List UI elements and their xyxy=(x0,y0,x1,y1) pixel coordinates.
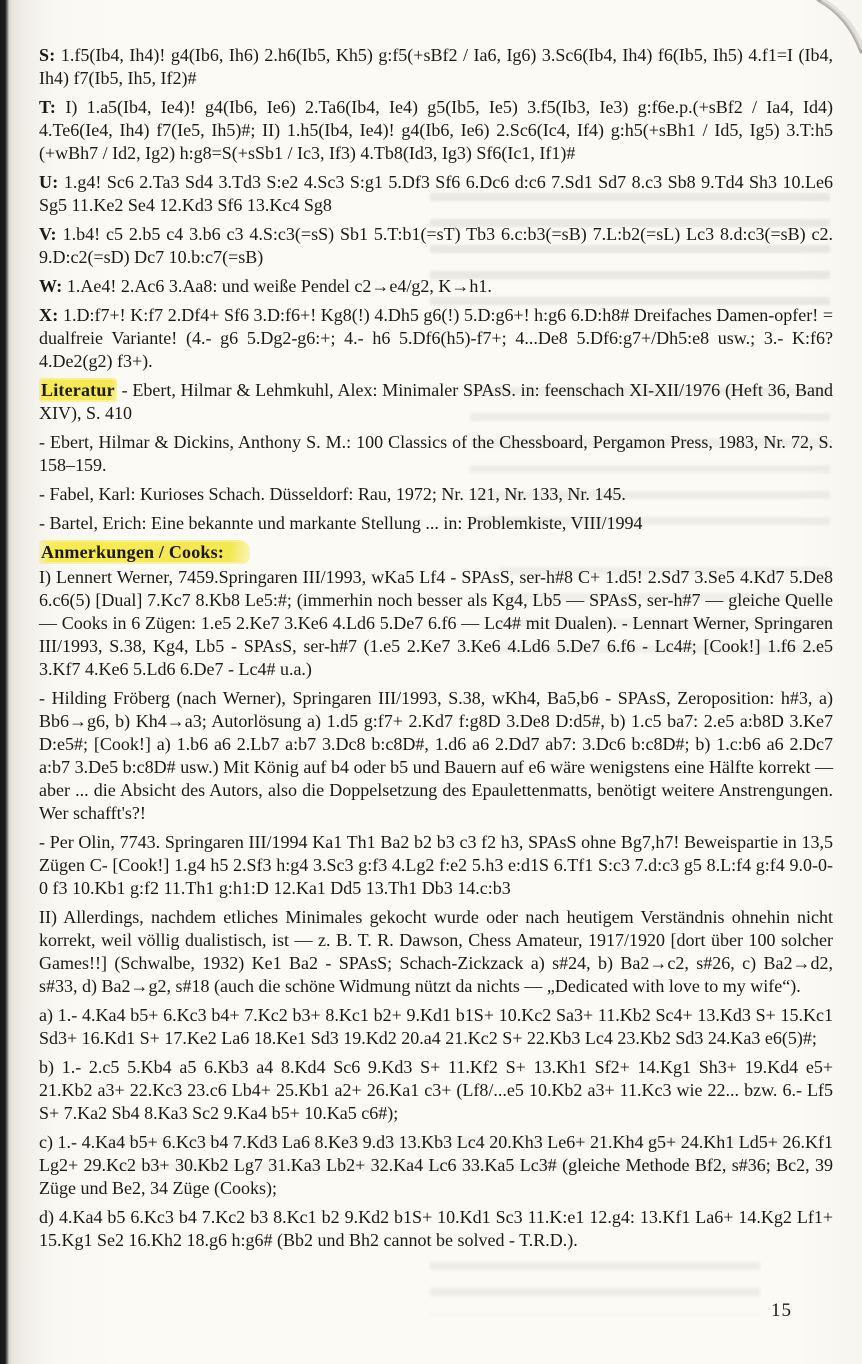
paragraph-text: 1.b4! c5 2.b5 c4 3.b6 c3 4.S:c3(=sS) Sb1 5.T:b1(=sT) Tb3 6.c:b3(=sB) 7.L:b2(=sL) Lc3 8.d:c3(=sB) c2. 9.D:c2(=sD) Dc7 10.b:c7(=sB) xyxy=(39,224,833,267)
page-text xyxy=(39,44,833,1258)
paragraph-text: - Per Olin, 7743. Springaren III/1994 Ka1 Th1 Ba2 b2 b3 c3 f2 h3, SPAsS ohne Bg7,h7! Beweispartie in 13,5 Zügen C- [Cook!] 1.g4 h5 2.Sf3 h:g4 3.Sc3 g:f3 4.Lg2 f:e2 5.h3 e:d1S 6.Tf1 S:c3 7.d:c3 g5 8.L:f4 g:f4 9.0-0-0 f3 10.Kb1 g:f2 11.Th1 g:h1:D 12.Ka1 Dd5 13.Th1 Db3 14.c:b3 xyxy=(39,832,833,898)
paragraph xyxy=(39,304,833,373)
paragraph-label: V: xyxy=(39,224,57,244)
paragraph-text: 1.f5(Ib4, Ih4)! g4(Ib6, Ih6) 2.h6(Ib5, Kh5) g:f5(+sBf2 / Ia6, Ig6) 3.Sc6(Ib4, Ih4) f6(Ib5, Ih5) 4.f1=I (Ib4, Ih4) f7(Ib5, Ih5, If2)# xyxy=(39,45,833,88)
paragraph-text: 1.Ae4! 2.Ac6 3.Aa8: und weiße Pendel c2→e4/g2, K→h1. xyxy=(62,276,492,296)
paragraph-text: - Fabel, Karl: Kurioses Schach. Düsseldorf: Rau, 1972; Nr. 121, Nr. 133, Nr. 145. xyxy=(39,484,626,504)
paragraph xyxy=(39,1004,833,1050)
paragraph xyxy=(39,379,833,425)
paragraph-text: - Ebert, Hilmar & Lehmkuhl, Alex: Minimaler SPAsS. in: feenschach XI-XII/1976 (Heft 36, Band XIV), S. 410 xyxy=(39,380,833,423)
page-number: 15 xyxy=(771,1300,792,1321)
paragraph xyxy=(39,906,833,998)
paragraph xyxy=(39,171,833,217)
paragraph xyxy=(39,483,833,506)
paragraph-text: c) 1.- 4.Ka4 b5+ 6.Kc3 b4 7.Kd3 La6 8.Ke3 9.d3 13.Kb3 Lc4 20.Kh3 Le6+ 21.Kh4 g5+ 24.Kh1 Ld5+ 26.Kf1 Lg2+ 29.Kc2 b3+ 30.Kb2 Lg7 31.Ka3 Lb2+ 32.Ka4 Lc6 33.Ka5 Lc3# (gleiche Methode Bf2, s#36; Bc2, 39 Züge und Be2, 34 Züge (Cooks); xyxy=(39,1132,833,1198)
paragraph xyxy=(39,831,833,900)
paragraph-label: T: xyxy=(39,97,57,117)
paragraph-text: d) 4.Ka4 b5 6.Kc3 b4 7.Kc2 b3 8.Kc1 b2 9.Kd2 b1S+ 10.Kd1 Sc3 11.K:e1 12.g4: 13.Kf1 La6+ 14.Kg2 Lf1+ 15.Kg1 Se2 16.Kh2 18.g6 h:g6# (Bb2 und Bh2 cannot be solved - T.R.D.). xyxy=(39,1207,833,1250)
paragraph xyxy=(39,1131,833,1200)
bleed-through-ghost xyxy=(430,1255,760,1315)
paragraph xyxy=(39,431,833,477)
paragraph-label: U: xyxy=(39,172,59,192)
paragraph-text: II) Allerdings, nachdem etliches Minimales gekocht wurde oder nach heutigem Verständnis ohnehin nicht korrekt, weil völlig dualistisch, ist — z. B. T. R. Dawson, Chess Amateur, 1917/1920 [dort über 100 solcher Games!!] (Schwalbe, 1932) Ke1 Ba2 - SPAsS; Schach-Zickzack a) s#24, b) Ba2→c2, s#26, c) Ba2→d2, s#33, d) Ba2→g2, s#18 (auch die schöne Widmung nützt da nichts — „Dedicated with love to my wife“). xyxy=(39,907,833,996)
paragraph xyxy=(39,44,833,90)
paragraph xyxy=(39,275,833,298)
paragraph-text: - Bartel, Erich: Eine bekannte und markante Stellung ... in: Problemkiste, VIII/1994 xyxy=(39,513,643,533)
paragraph-label: Anmerkungen / Cooks: xyxy=(39,542,250,562)
paragraph xyxy=(39,223,833,269)
paragraph xyxy=(39,541,833,564)
paragraph-label: X: xyxy=(39,305,59,325)
paragraph-label: Literatur xyxy=(41,380,115,400)
paragraph-text: 1.D:f7+! K:f7 2.Df4+ Sf6 3.D:f6+! Kg8(!) 4.Dh5 g6(!) 5.D:g6+! h:g6 6.D:h8# Dreifaches Damen-opfer! = dualfreie Variante! (4.- g6 5.Dg2-g6:+; 4.- h6 5.Df6(h5)-f7+; 4...De8 5.Df6:g7+/Dh5:e8 usw.; 3.- K:f6? 4.De2(g2) f3+). xyxy=(39,305,833,371)
paragraph xyxy=(39,687,833,825)
paragraph-text: b) 1.- 2.c5 5.Kb4 a5 6.Kb3 a4 8.Kd4 Sc6 9.Kd3 S+ 11.Kf2 S+ 13.Kh1 Sf2+ 14.Kg1 Sh3+ 19.Kd4 e5+ 21.Kb2 a3+ 22.Kc3 23.c6 Lb4+ 25.Kb1 a2+ 26.Ka1 c3+ (Lf8/...e5 10.Kb2 a3+ 11.Kc3 wie 22... bzw. 6.- Lf5 S+ 7.Ka2 Sb4 8.Ka3 Sc2 9.Ka4 b5+ 10.Ka5 c6#); xyxy=(39,1057,833,1123)
paragraph xyxy=(39,96,833,165)
paragraph-text: I) Lennert Werner, 7459.Springaren III/1993, wKa5 Lf4 - SPAsS, ser-h#8 C+ 1.d5! 2.Sd7 3.Se5 4.Kd7 5.De8 6.c6(5) [Dual] 7.Kc7 8.Kb8 Le5:#; (immerhin noch besser als Kg4, Lb5 — SPAsS, ser-h#7 — gleiche Quelle — Cooks in 6 Zügen: 1.e5 2.Ke7 3.Ke6 4.Ld6 5.De7 6.f6 — Lc4# mit Dualen). - Lennart Werner, Springaren III/1993, S.38, Kg4, Lb5 - SPAsS, ser-h#7 (1.e5 2.Ke7 3.Ke6 4.Ld6 5.De7 6.f6 - Lc4#; [Cook!] 1.f6 2.e5 3.Kf7 4.Ke6 5.Ld6 6.De7 - Lc4# u.a.) xyxy=(39,567,833,679)
paragraph-text: I) 1.a5(Ib4, Ie4)! g4(Ib6, Ie6) 2.Ta6(Ib4, Ie4) g5(Ib5, Ie5) 3.f5(Ib3, Ie3) g:f6e.p.(+sBf2 / Ia4, Id4) 4.Te6(Ie4, Ih4) f7(Ie5, Ih5)#; II) 1.h5(Ib4, Ie4)! g4(Ib6, Ie6) 2.Sc6(Ic4, If4) g:h5(+sBh1 / Id5, Ig5) 3.T:h5 (+wBh7 / Id2, Ig2) h:g8=S(+sSb1 / Ic3, If3) 4.Tb8(Id3, Ig3) Sf6(Ic1, If1)# xyxy=(39,97,833,163)
paragraph-text: a) 1.- 4.Ka4 b5+ 6.Kc3 b4+ 7.Kc2 b3+ 8.Kc1 b2+ 9.Kd1 b1S+ 10.Kc2 Sa3+ 11.Kb2 Sc4+ 13.Kd3 S+ 15.Kc1 Sd3+ 16.Kd1 S+ 17.Ke2 La6 18.Ke1 Sd3 19.Kd2 20.a4 21.Kc2 S+ 22.Kb3 Lc4 23.Kb2 Sd3 24.Ka3 e6(5)#; xyxy=(39,1005,833,1048)
paragraph xyxy=(39,566,833,681)
paragraph-label: S: xyxy=(39,45,56,65)
paragraph-label: W: xyxy=(39,276,63,296)
paragraph-text: - Ebert, Hilmar & Dickins, Anthony S. M.: 100 Classics of the Chessboard, Pergamon Press, 1983, Nr. 72, S. 158–159. xyxy=(39,432,833,475)
paragraph xyxy=(39,1056,833,1125)
paragraph xyxy=(39,1206,833,1252)
paragraph xyxy=(39,512,833,535)
scan-binding-edge xyxy=(0,0,12,1364)
paragraph-text: - Hilding Fröberg (nach Werner), Springaren III/1993, S.38, wKh4, Ba5,b6 - SPAsS, Zeroposition: h#3, a) Bb6→g6, b) Kh4→a3; Autorlösung a) 1.d5 g:f7+ 2.Kd7 f:g8D 3.De8 D:d5#, b) 1.c5 ba7: 2.e5 a:b8D 3.Ke7 D:e5#; [Cook!] a) 1.b6 a6 2.Lb7 a:b7 3.Dc8 b:c8D#, 1.d6 a6 2.Dd7 ab7: 3.Dc6 b:c8D#; b) 1.c:b6 a6 2.Dc7 a:b7 3.De5 b:c8D# usw.) Mit König auf b4 oder b5 und Bauern auf e6 wäre wenigstens eine Hälfte korrekt — aber ... die Absicht des Autors, also die Doppelsetzung des Epaulettenmatts, benötigt weitere Anstrengungen. Wer schafft's?! xyxy=(39,688,833,823)
paragraph-text: 1.g4! Sc6 2.Ta3 Sd4 3.Td3 S:e2 4.Sc3 S:g1 5.Df3 Sf6 6.Dc6 d:c6 7.Sd1 Sd7 8.c3 Sb8 9.Td4 Sh3 10.Le6 Sg5 11.Ke2 Se4 12.Kd3 Sf6 13.Kc4 Sg8 xyxy=(39,172,833,215)
